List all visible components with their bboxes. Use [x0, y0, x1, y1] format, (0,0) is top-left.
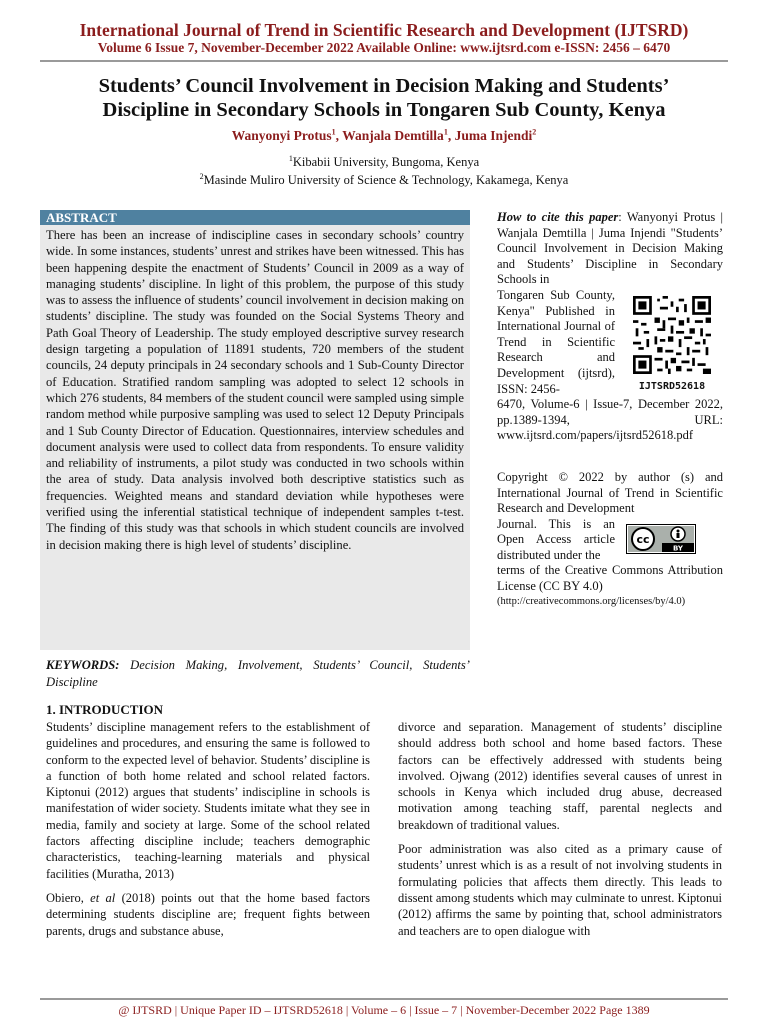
affiliation-2	[40, 173, 728, 188]
paper-title	[40, 74, 728, 122]
license-text	[497, 563, 723, 610]
paragraph-text: (2018) points out that the home based factors determining students discipline are; frequent fights between parents, drugs and substance abuse,	[46, 890, 370, 938]
copyright-text-wide: Copyright © 2022 by author (s) and International Journal of Trend in Scientific Research and Development	[497, 470, 723, 516]
affiliation-text: Kibabii University, Bungoma, Kenya	[292, 155, 480, 169]
affiliation-mark: 1	[288, 153, 293, 163]
page-footer: @ IJTSRD | Unique Paper ID – IJTSRD52618 | Volume – 6 | Issue – 7 | November-December 2022 Page 1389	[118, 1003, 650, 1017]
author-affil-mark: 1	[443, 127, 448, 137]
citation-text: Wanyonyi Protus | Wanjala Demtilla | Juma Injendi "Students’ Council Involvement in Decision Making and Students’ Discipline in Secondary Schools in	[497, 210, 724, 287]
paragraph-italic: et al	[90, 890, 116, 905]
author-separator: ,	[447, 128, 455, 143]
journal-issue-info: Volume 6 Issue 7, November-December 2022 Available Online: www.ijtsrd.com e-ISSN: 2456 – 6470	[97, 40, 671, 55]
paper-title-line-2: Discipline in Secondary Schools in Tongaren Sub County, Kenya	[102, 99, 666, 121]
body-column-left	[46, 719, 370, 947]
affiliation-1	[40, 155, 728, 170]
citation-text-tail: 6470, Volume-6 | Issue-7, December 2022, pp.1389-1394, URL: www.ijtsrd.com/papers/ijtsrd52618.pdf	[497, 397, 723, 443]
by-label: BY	[672, 544, 684, 553]
license-terms: terms of the Creative Commons Attribution License (CC BY 4.0)	[497, 563, 723, 593]
affiliation-text: Masinde Muliro University of Science & Technology, Kakamega, Kenya	[203, 173, 569, 187]
keywords-label: KEYWORDS:	[46, 658, 120, 672]
abstract-heading: ABSTRACT	[40, 210, 470, 225]
qr-paper-id: IJTSRD52618	[638, 381, 706, 392]
cc-by-license-icon	[626, 524, 696, 554]
author-affil-mark: 1	[331, 127, 336, 137]
author-affil-mark: 2	[532, 127, 537, 137]
journal-title: International Journal of Trend in Scientific Research and Development (IJTSRD)	[79, 20, 689, 40]
affiliation-mark: 2	[199, 171, 204, 181]
qr-code-icon	[633, 296, 711, 374]
author-name: Juma Injendi	[454, 128, 533, 143]
body-column-right	[398, 719, 722, 947]
author-name: Wanjala Demtilla	[342, 128, 444, 143]
paragraph: Poor administration was also cited as a primary cause of students’ unrest which is as a result of not involving students in formulating policies that affects them directly. This leads to dissent among students which may culminate to unrest. Kiptonui (2012) affirms the same by pointing that, school administrators and teachers are to open dialogue with	[398, 842, 722, 938]
paragraph	[46, 890, 370, 939]
paragraph: Students’ discipline management refers to the establishment of guidelines and procedures, and ensuring the same is followed to conform to the expected level of behavior. Students’ discipline is a function of both home related and school related factors. Kiptonui (2012) argues that students’ indiscipline in schools is manifestation of wider society. Students imitate what they see in media, family and society at large. Some of the school related factors affecting discipline include; teachers demographic characteristics, teaching-learning materials and physical facilities (Muratha, 2013)	[46, 720, 370, 881]
citation-text-narrow: Tongaren Sub County, Kenya" Published in International Journal of Trend in Scientific Research and Development (ijtsrd), ISSN: 2456-	[497, 287, 615, 396]
qr-code-block	[627, 296, 717, 396]
abstract-box	[40, 225, 470, 650]
author-separator: ,	[335, 128, 343, 143]
footer-rule	[40, 998, 728, 1000]
section-heading-introduction: 1. INTRODUCTION	[46, 702, 164, 717]
header-rule	[40, 60, 728, 62]
paragraph: divorce and separation. Management of students’ discipline should address both school and home based factors. These factors can be effectively addressed with students being involved. Ojwang (2012) identifies several causes of unrest in schools in Kenya which included drug abuse, decreased motivation among teaching staff, parental neglects and breakdown of traditional values.	[398, 720, 722, 832]
keywords-value: Decision Making, Involvement, Students’ Council, Students’ Discipline	[46, 658, 470, 689]
keywords	[46, 657, 470, 691]
paragraph-text: Obiero,	[46, 890, 91, 905]
author-name: Wanyonyi Protus	[231, 128, 332, 143]
abstract-text: There has been an increase of indiscipline cases in secondary schools’ country wide. In some instances, students’ unrest and strikes have been witnessed. This has been happening despite the enactment of Students’ Council in 2009 as a way of managing students’ discipline. In light of this problem, the purpose of this study was to assess the influence of students’ council involvement in decision making on students’ discipline. The study was founded on the Social Systems Theory and Path Goal Theory of Leadership. The study employed descriptive survey research design targeting a population of 11891 students, 720 members of the student councils, 24 deputy principals in 24 secondary schools and 1 Sub-County Director of Education. Stratified random sampling was adopted to select 12 schools in which 276 students, 84 members of the student council were sampled using simple random method while purposive sampling was used to select 12 Deputy Principals and 1 Sub County Director of Education. Questionnaires, interview schedules and document analysis were used to collect data from respondents. To ensure validity and reliability of instruments, a pilot study was conducted in two schools within the area of study. Data analysis involved both descriptive statistics such as frequencies. Weighted means and standard deviation while hypotheses were verified using the inferential statistical technique of independent samples t-test. The finding of this study was that schools in which student councils are involved in decision making there is high level of students’ discipline.	[46, 228, 464, 552]
citation-colon: :	[618, 210, 627, 224]
citation-text-wide	[497, 210, 723, 288]
citation-label: How to cite this paper	[497, 210, 619, 224]
license-url: (http://creativecommons.org/licenses/by/4.0)	[497, 596, 686, 608]
copyright-text-narrow: Journal. This is an Open Access article distributed under the	[497, 516, 615, 562]
author-list	[40, 128, 728, 144]
cc-label: cc	[636, 533, 650, 546]
paper-title-line-1: Students’ Council Involvement in Decision Making and Students’	[98, 75, 670, 97]
